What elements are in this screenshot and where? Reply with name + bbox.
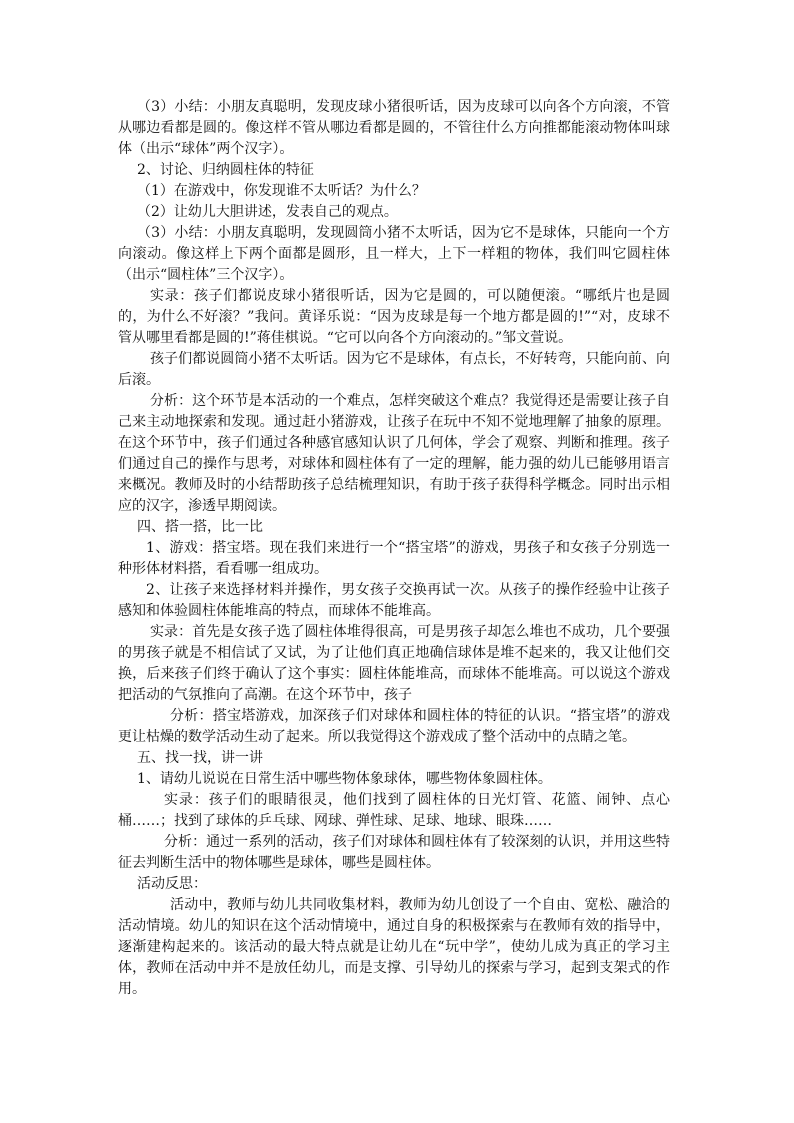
paragraph-record-4: 实录：孩子们的眼睛很灵，他们找到了圆柱体的日光灯管、花篮、闹钟、点心桶……；找到了球体的乒乓球、网球、弹性球、足球、地球、眼珠…… <box>118 792 670 829</box>
paragraph-analysis-1: 分析：这个环节是本活动的一个难点，怎样突破这个难点？我觉得还是需要让孩子自己来主动地探索和发现。通过赶小猪游戏，让孩子在玩中不知不觉地理解了抽象的原理。在这个环节中，孩子们通过各种感官感知认识了几何体，学会了观察、判断和推理。孩子们通过自己的操作与思考，对球体和圆柱体有了一定的理解，能力强的幼儿已能够用语言来概况。教师及时的小结帮助孩子总结梳理知识，有助于孩子获得科学概念。同时出示相应的汉字，渗透早期阅读。 <box>118 393 670 514</box>
paragraph-question-1: （1）在游戏中，你发现谁不太听话？为什么？ <box>137 183 426 199</box>
paragraph-cylinder-summary: （3）小结：小朋友真聪明，发现圆筒小猪不太听话，因为它不是球体，只能向一个方向滚动。像这样上下两个面都是圆形，且一样大，上下一样粗的物体，我们叫它圆柱体（出示“圆柱体”三个汉字）。 <box>118 225 670 283</box>
paragraph-record-1: 实录：孩子们都说皮球小猪很听话，因为它是圆的，可以随便滚。“哪纸片也是圆的，为什么不好滚？”我问。黄译乐说：“因为皮球是每一个地方都是圆的!”“对，皮球不管从哪里看都是圆的!”蒋佳棋说。“它可以向各个方向滚动的。”邹文萱说。 <box>118 288 670 346</box>
section-heading-reflection: 活动反思： <box>137 876 207 892</box>
section-heading-cylinder-discussion: 2、讨论、归纳圆柱体的特征 <box>137 162 314 178</box>
section-heading-find: 五、找一找，讲一讲 <box>137 750 263 766</box>
paragraph-reflection: 活动中，教师与幼儿共同收集材料，教师为幼儿创设了一个自由、宽松、融洽的活动情境。幼儿的知识在这个活动情境中，通过自身的积极探索与在教师有效的指导中，逐渐建构起来的。该活动的最大特点就是让幼儿在“玩中学”，使幼儿成为真正的学习主体，教师在活动中并不是放任幼儿，而是支撑、引导幼儿的探索与学习，起到支架式的作用。 <box>118 897 670 997</box>
document-body <box>118 97 670 1000</box>
paragraph-game-stack: 1、游戏：搭宝塔。现在我们来进行一个“搭宝塔”的游戏，男孩子和女孩子分别选一种形体材料搭，看看哪一组成功。 <box>118 540 670 577</box>
paragraph-sphere-summary: （3）小结：小朋友真聪明，发现皮球小猪很听话，因为皮球可以向各个方向滚，不管从哪边看都是圆的。像这样不管从哪边看都是圆的，不管往什么方向推都能滚动物体叫球体（出示“球体”两个汉字）。 <box>118 99 670 157</box>
paragraph-record-3: 实录：首先是女孩子选了圆柱体堆得很高，可是男孩子却怎么堆也不成功，几个要强的男孩子就是不相信试了又试，为了让他们真正地确信球体是堆不起来的，我又让他们交换，后来孩子们终于确认了这个事实：圆柱体能堆高，而球体不能堆高。可以说这个游戏把活动的气氛推向了高潮。在这个环节中，孩子 <box>118 624 670 703</box>
section-heading-stack: 四、搭一搭，比一比 <box>137 519 263 535</box>
paragraph-analysis-2: 分析：搭宝塔游戏，加深孩子们对球体和圆柱体的特征的认识。“搭宝塔”的游戏更让枯燥的数学活动生动了起来。所以我觉得这个游戏成了整个活动中的点睛之笔。 <box>118 708 670 745</box>
paragraph-question-2: （2）让幼儿大胆讲述，发表自己的观点。 <box>137 204 398 220</box>
paragraph-game-swap: 2、让孩子来选择材料并操作，男女孩子交换再试一次。从孩子的操作经验中让孩子感知和体验圆柱体能堆高的特点，而球体不能堆高。 <box>118 582 670 619</box>
paragraph-analysis-3: 分析：通过一系列的活动，孩子们对球体和圆柱体有了较深刻的认识，并用这些特征去判断生活中的物体哪些是球体，哪些是圆柱体。 <box>118 834 670 871</box>
paragraph-record-2: 孩子们都说圆筒小猪不太听话。因为它不是球体，有点长，不好转弯，只能向前、向后滚。 <box>118 351 670 388</box>
paragraph-find-task: 1、请幼儿说说在日常生活中哪些物体象球体，哪些物体象圆柱体。 <box>137 771 552 787</box>
